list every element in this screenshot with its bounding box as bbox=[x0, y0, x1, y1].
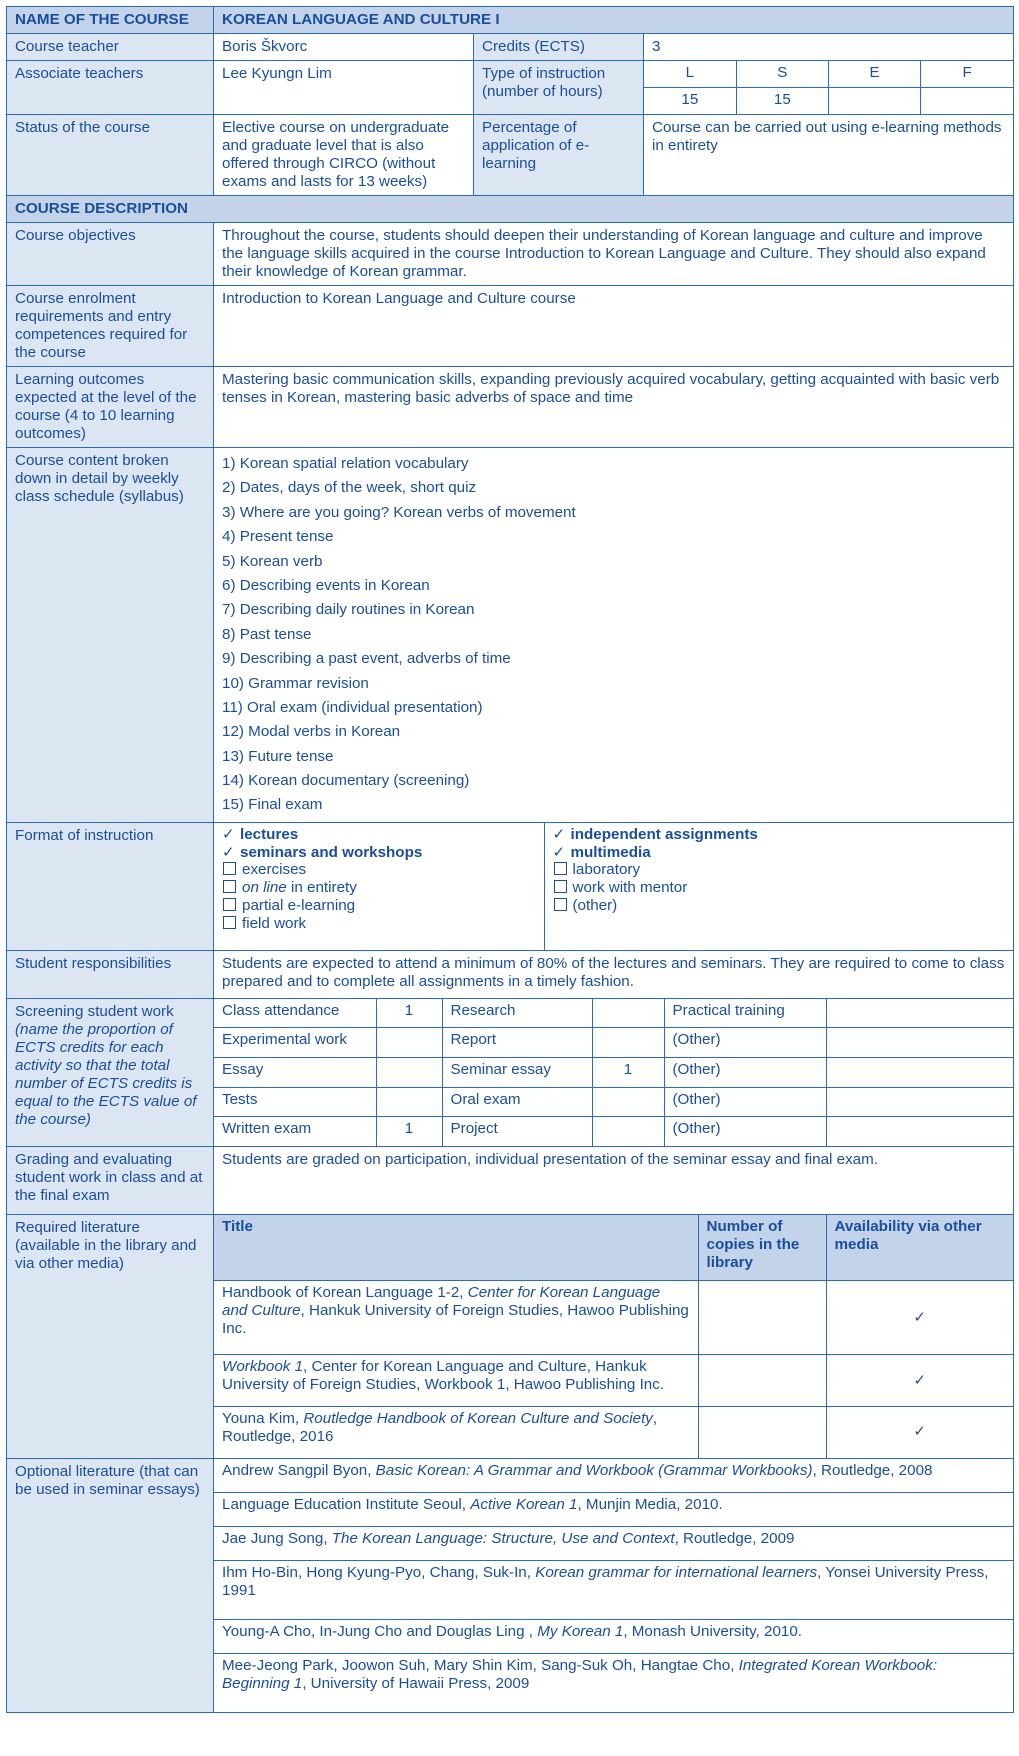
screening-credits bbox=[826, 1058, 1013, 1088]
format-left-item-6 bbox=[222, 915, 536, 933]
optional-citation bbox=[214, 1527, 1013, 1561]
required-copies bbox=[698, 1355, 826, 1407]
screening-activity: Class attendance bbox=[214, 999, 376, 1028]
citation-text: , Yonsei University Press, 1991 bbox=[222, 1564, 989, 1600]
format-item-label: in entirety bbox=[286, 879, 357, 897]
outcomes-label: Learning outcomes expected at the level of the course (4 to 10 learning outcomes) bbox=[7, 367, 214, 448]
syllabus-item-3: 3) Where are you going? Korean verbs of movement bbox=[222, 503, 576, 521]
checkmark-icon: ✓ bbox=[913, 1371, 927, 1389]
syllabus-table bbox=[6, 6, 1014, 1713]
format-left-item-2 bbox=[222, 844, 536, 862]
responsibilities-value: Students are expected to attend a minimum of 80% of the lectures and seminars. They are required to come to class prepared and to complete all assignments in a timely fashion. bbox=[214, 950, 1014, 998]
outcomes-value: Mastering basic communication skills, expanding previously acquired vocabulary, getting acquainted with basic verb tenses in Korean, mastering basic adverbs of space and time bbox=[214, 367, 1014, 448]
required-copies bbox=[698, 1281, 826, 1355]
associate-label: Associate teachers bbox=[7, 61, 214, 115]
hours-f-label: F bbox=[921, 61, 1013, 87]
screening-grid bbox=[214, 998, 1014, 1146]
screening-row bbox=[214, 1058, 1013, 1088]
screening-activity: Written exam bbox=[214, 1117, 376, 1146]
hours-grid bbox=[644, 61, 1014, 115]
teacher-label: Course teacher bbox=[7, 34, 214, 61]
syllabus-item-12: 12) Modal verbs in Korean bbox=[222, 723, 401, 741]
credits-value: 3 bbox=[644, 34, 1014, 61]
screening-label: Screening student work bbox=[15, 1002, 174, 1020]
screening-activity: Oral exam bbox=[442, 1087, 592, 1117]
format-right-item-2 bbox=[553, 844, 1006, 862]
screening-activity: (Other) bbox=[664, 1117, 826, 1146]
objectives-label: Course objectives bbox=[7, 223, 214, 286]
format-left-item-3 bbox=[222, 861, 536, 879]
citation-text: Young-A Cho, In-Jung Cho and Douglas Ling , bbox=[222, 1623, 538, 1641]
checkbox-empty-icon bbox=[223, 916, 236, 929]
syllabus-item-7: 7) Describing daily routines in Korean bbox=[222, 601, 475, 619]
syllabus-item-4: 4) Present tense bbox=[222, 528, 334, 546]
responsibilities-label: Student responsibilities bbox=[7, 950, 214, 998]
syllabus-item-6: 6) Describing events in Korean bbox=[222, 576, 430, 594]
screening-activity: (Other) bbox=[664, 1087, 826, 1117]
citation-title: Active Korean 1 bbox=[470, 1495, 578, 1513]
screening-credits: 1 bbox=[376, 999, 442, 1028]
citation-text: , Routledge, 2008 bbox=[812, 1461, 933, 1479]
syllabus-item-8: 8) Past tense bbox=[222, 625, 312, 643]
required-col-availability: Availability via other media bbox=[826, 1215, 1013, 1281]
required-copies bbox=[698, 1406, 826, 1457]
checkmark-icon: ✓ bbox=[913, 1423, 927, 1441]
citation-text: , Center for Korean Language and Culture, Hankuk University of Foreign Studies, Workbook 1, Hawoo Publishing Inc. bbox=[222, 1358, 665, 1394]
format-item-label: (other) bbox=[572, 897, 618, 915]
citation-text: Ihm Ho-Bin, Hong Kyung-Pyo, Chang, Suk-In, bbox=[222, 1564, 536, 1582]
objectives-value: Throughout the course, students should deepen their understanding of Korean language and culture and improve the language skills acquired in the course Introduction to Korean Language and Culture. They should also expand their knowledge of Korean grammar. bbox=[214, 223, 1014, 286]
format-item-label: partial e-learning bbox=[242, 897, 356, 915]
checkbox-empty-icon bbox=[554, 862, 567, 875]
format-item-label: independent assignments bbox=[570, 825, 758, 843]
screening-row bbox=[214, 1087, 1013, 1117]
syllabus-list bbox=[214, 448, 1014, 823]
citation-text: Jae Jung Song, bbox=[222, 1530, 332, 1548]
required-title bbox=[214, 1355, 698, 1407]
screening-credits bbox=[376, 1028, 442, 1058]
citation-title: Basic Korean: A Grammar and Workbook (Grammar Workbooks) bbox=[375, 1461, 813, 1479]
screening-row bbox=[214, 999, 1013, 1028]
citation-text: Andrew Sangpil Byon, bbox=[222, 1461, 376, 1479]
required-literature-row bbox=[214, 1281, 1013, 1355]
checkbox-empty-icon bbox=[223, 898, 236, 911]
hours-l-label: L bbox=[644, 61, 736, 87]
required-literature-row bbox=[214, 1406, 1013, 1457]
checkmark-icon: ✓ bbox=[222, 843, 235, 861]
screening-activity: Project bbox=[442, 1117, 592, 1146]
screening-credits bbox=[826, 1117, 1013, 1146]
checkmark-icon: ✓ bbox=[913, 1308, 927, 1326]
screening-note: (name the proportion of ECTS credits for each activity so that the total number of ECTS credits is equal to the ECTS value of the course) bbox=[15, 1020, 197, 1128]
citation-title: Routledge Handbook of Korean Culture and Society bbox=[303, 1409, 653, 1427]
format-item-label: exercises bbox=[242, 861, 307, 879]
screening-activity: Essay bbox=[214, 1058, 376, 1088]
citation-text: , Munjin Media, 2010. bbox=[577, 1495, 723, 1513]
required-literature-label: Required literature (available in the library and via other media) bbox=[7, 1214, 214, 1458]
format-right-item-1 bbox=[553, 826, 1006, 844]
citation-text: Language Education Institute Seoul, bbox=[222, 1495, 471, 1513]
screening-credits bbox=[592, 1117, 664, 1146]
optional-literature-row bbox=[214, 1620, 1013, 1654]
elearning-value: Course can be carried out using e-learning methods in entirety bbox=[644, 115, 1014, 196]
format-left-item-4 bbox=[222, 879, 536, 897]
format-right-item-5 bbox=[553, 897, 1006, 915]
screening-credits bbox=[376, 1087, 442, 1117]
course-name: KOREAN LANGUAGE AND CULTURE I bbox=[214, 7, 1014, 34]
hours-s-label: S bbox=[736, 61, 828, 87]
optional-citation bbox=[214, 1459, 1013, 1493]
optional-literature-row bbox=[214, 1492, 1013, 1526]
checkbox-empty-icon bbox=[223, 880, 236, 893]
screening-activity: Research bbox=[442, 999, 592, 1028]
optional-citation bbox=[214, 1561, 1013, 1620]
syllabus-item-14: 14) Korean documentary (screening) bbox=[222, 772, 470, 790]
required-availability bbox=[826, 1355, 1013, 1407]
hours-s-value: 15 bbox=[736, 87, 828, 114]
checkmark-icon: ✓ bbox=[552, 825, 566, 843]
screening-activity: (Other) bbox=[664, 1028, 826, 1058]
required-literature-row bbox=[214, 1355, 1013, 1407]
citation-title: Workbook 1 bbox=[222, 1358, 304, 1376]
optional-citation bbox=[214, 1654, 1013, 1712]
optional-literature-row bbox=[214, 1459, 1013, 1493]
course-description-header: COURSE DESCRIPTION bbox=[7, 196, 1014, 223]
format-right-item-4 bbox=[553, 879, 1006, 897]
required-col-copies: Number of copies in the library bbox=[698, 1215, 826, 1281]
screening-row bbox=[214, 1028, 1013, 1058]
format-item-label: lectures bbox=[240, 825, 299, 843]
format-grid bbox=[214, 822, 1014, 950]
citation-title: The Korean Language: Structure, Use and Context bbox=[331, 1530, 675, 1548]
syllabus-item-9: 9) Describing a past event, adverbs of time bbox=[222, 650, 511, 668]
hours-f-value bbox=[921, 87, 1013, 114]
format-item-italic: on line bbox=[242, 879, 287, 897]
format-left-column bbox=[214, 823, 544, 950]
syllabus-item-11: 11) Oral exam (individual presentation) bbox=[222, 698, 483, 716]
citation-text: Youna Kim, bbox=[222, 1409, 304, 1427]
optional-citation bbox=[214, 1492, 1013, 1526]
grading-label: Grading and evaluating student work in class and at the final exam bbox=[7, 1146, 214, 1214]
optional-literature-row bbox=[214, 1561, 1013, 1620]
screening-credits bbox=[826, 1028, 1013, 1058]
associate-value: Lee Kyungn Lim bbox=[214, 61, 474, 115]
required-title bbox=[214, 1281, 698, 1355]
screening-activity: Seminar essay bbox=[442, 1058, 592, 1088]
format-right-item-3 bbox=[553, 861, 1006, 879]
credits-label: Credits (ECTS) bbox=[474, 34, 644, 61]
teacher-value: Boris Škvorc bbox=[214, 34, 474, 61]
hours-e-label: E bbox=[829, 61, 921, 87]
citation-text: , Routledge, 2009 bbox=[674, 1530, 795, 1548]
optional-literature-row bbox=[214, 1527, 1013, 1561]
citation-text: , Monash University, 2010. bbox=[623, 1623, 803, 1641]
screening-activity: Practical training bbox=[664, 999, 826, 1028]
checkmark-icon: ✓ bbox=[222, 825, 235, 843]
syllabus-item-13: 13) Future tense bbox=[222, 747, 334, 765]
checkbox-empty-icon bbox=[554, 880, 567, 893]
format-left-item-1 bbox=[222, 826, 536, 844]
optional-literature-label: Optional literature (that can be used in seminar essays) bbox=[7, 1458, 214, 1712]
enrolment-label: Course enrolment requirements and entry competences required for the course bbox=[7, 286, 214, 367]
required-availability bbox=[826, 1406, 1013, 1457]
format-item-label: field work bbox=[242, 914, 307, 932]
optional-citation bbox=[214, 1620, 1013, 1654]
screening-label-cell bbox=[7, 998, 214, 1146]
instruction-label: Type of instruction (number of hours) bbox=[474, 61, 644, 115]
checkmark-icon: ✓ bbox=[552, 843, 566, 861]
citation-text: , Hankuk University of Foreign Studies, Hawoo Publishing Inc. bbox=[222, 1302, 689, 1338]
syllabus-label: Course content broken down in detail by weekly class schedule (syllabus) bbox=[7, 448, 214, 823]
screening-credits bbox=[376, 1058, 442, 1088]
checkbox-empty-icon bbox=[554, 898, 567, 911]
screening-credits bbox=[592, 1087, 664, 1117]
hours-e-value bbox=[829, 87, 921, 114]
required-col-title: Title bbox=[214, 1215, 698, 1281]
screening-row bbox=[214, 1117, 1013, 1146]
elearning-label: Percentage of application of e-learning bbox=[474, 115, 644, 196]
format-right-column bbox=[544, 823, 1013, 950]
screening-credits bbox=[592, 999, 664, 1028]
syllabus-item-15: 15) Final exam bbox=[222, 796, 323, 814]
syllabus-item-1: 1) Korean spatial relation vocabulary bbox=[222, 455, 469, 472]
screening-activity: Report bbox=[442, 1028, 592, 1058]
syllabus-item-2: 2) Dates, days of the week, short quiz bbox=[222, 479, 477, 497]
screening-activity: Tests bbox=[214, 1087, 376, 1117]
citation-text: , Routledge, 2016 bbox=[222, 1409, 658, 1445]
optional-literature-row bbox=[214, 1654, 1013, 1712]
course-name-label: NAME OF THE COURSE bbox=[7, 7, 214, 34]
optional-literature-list bbox=[214, 1458, 1014, 1712]
format-item-label: multimedia bbox=[570, 843, 651, 861]
screening-credits: 1 bbox=[592, 1058, 664, 1088]
screening-credits: 1 bbox=[376, 1117, 442, 1146]
format-label: Format of instruction bbox=[7, 822, 214, 950]
format-left-item-5 bbox=[222, 897, 536, 915]
citation-title: Korean grammar for international learners bbox=[535, 1564, 818, 1582]
required-title bbox=[214, 1406, 698, 1457]
screening-activity: Experimental work bbox=[214, 1028, 376, 1058]
required-literature-grid bbox=[214, 1214, 1014, 1458]
screening-credits bbox=[826, 999, 1013, 1028]
citation-title: My Korean 1 bbox=[537, 1623, 624, 1641]
citation-title: Center for Korean Language and Culture bbox=[222, 1284, 661, 1320]
screening-credits bbox=[826, 1087, 1013, 1117]
screening-credits bbox=[592, 1028, 664, 1058]
enrolment-value: Introduction to Korean Language and Culture course bbox=[214, 286, 1014, 367]
format-item-label: seminars and workshops bbox=[240, 843, 423, 861]
format-item-label: work with mentor bbox=[572, 879, 688, 897]
required-availability bbox=[826, 1281, 1013, 1355]
status-value: Elective course on undergraduate and graduate level that is also offered through CIRCO (without exams and lasts for 13 weeks) bbox=[214, 115, 474, 196]
status-label: Status of the course bbox=[7, 115, 214, 196]
syllabus-item-10: 10) Grammar revision bbox=[222, 674, 369, 692]
course-syllabus-document bbox=[6, 6, 1013, 1713]
checkbox-empty-icon bbox=[223, 862, 236, 875]
citation-text: , University of Hawaii Press, 2009 bbox=[302, 1675, 530, 1693]
hours-l-value: 15 bbox=[644, 87, 736, 114]
syllabus-item-5: 5) Korean verb bbox=[222, 552, 323, 570]
grading-value: Students are graded on participation, individual presentation of the seminar essay and final exam. bbox=[214, 1146, 1014, 1214]
format-item-label: laboratory bbox=[572, 861, 641, 879]
citation-text: Mee-Jeong Park, Joowon Suh, Mary Shin Kim, Sang-Suk Oh, Hangtae Cho, bbox=[222, 1657, 739, 1675]
citation-title: Integrated Korean Workbook: Beginning 1 bbox=[222, 1657, 938, 1693]
screening-activity: (Other) bbox=[664, 1058, 826, 1088]
citation-text: Handbook of Korean Language 1-2, bbox=[222, 1284, 468, 1302]
